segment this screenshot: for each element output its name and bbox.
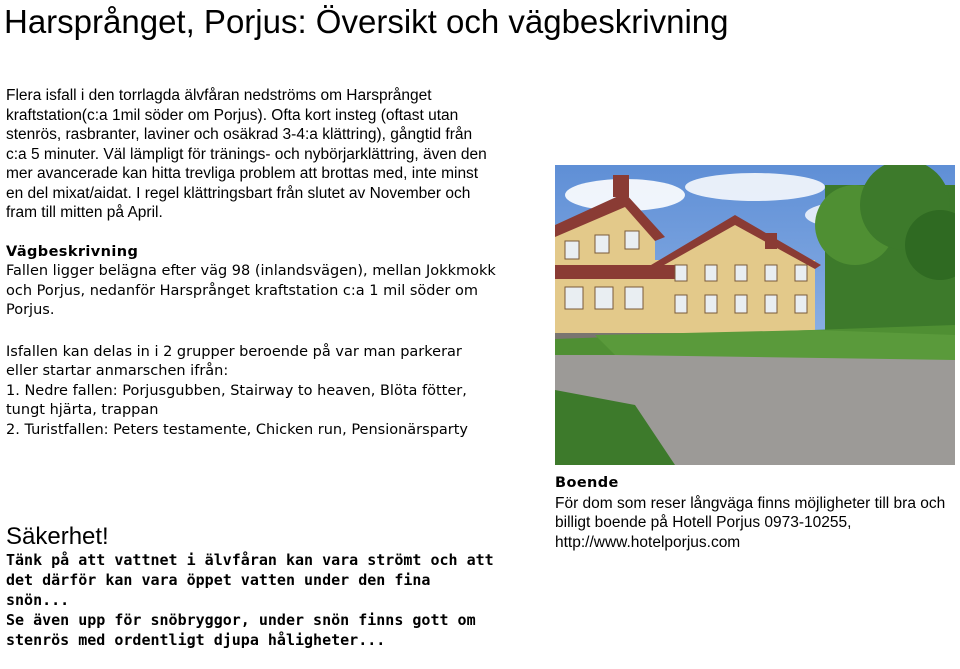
safety-heading: Säkerhet! xyxy=(6,523,109,550)
intro-paragraph: Flera isfall i den torrlagda älvfåran nedströms om Harsprånget kraftstation(c:a 1mil söder om Porjus). Ofta kort insteg (oftast utan stenrös, rasbranter, laviner och osäkrad 3-4:a klättring), gångtid från c:a 5 minuter. Väl lämpligt för tränings- och nybörjarklättring, även den mer avancerade kan hitta trevliga problem att brottas med, inte minst en del mixat/aidat. I regel klättringsbart från slutet av November och fram till mitten på April. xyxy=(6,87,487,221)
lodging-text: För dom som reser långväga finns möjligheter till bra och billigt boende på Hotell Porjus 0973-10255, http://www.hotelporjus.com xyxy=(555,494,946,551)
directions-heading: Vägbeskrivning xyxy=(6,243,139,260)
safety-text-2: Se även upp för snöbryggor, under snön finns gott om stenrös med ordentligt djupa håligheter... xyxy=(6,611,476,649)
group-item-1: 1. Nedre fallen: Porjusgubben, Stairway to heaven, Blöta fötter, tungt hjärta, trappan xyxy=(6,382,467,418)
group-item-2: 2. Turistfallen: Peters testamente, Chicken run, Pensionärsparty xyxy=(6,421,469,438)
page-title: Harsprånget, Porjus: Översikt och vägbeskrivning xyxy=(4,3,729,40)
lodging-heading: Boende xyxy=(555,475,619,491)
groups-intro: Isfallen kan delas in i 2 grupper beroende på var man parkerar eller startar anmarschen ifrån: xyxy=(6,343,462,379)
lodging-section xyxy=(555,474,955,552)
directions-text: Fallen ligger belägna efter väg 98 (inlandsvägen), mellan Jokkmokk och Porjus, nedanför Harsprånget kraftstation c:a 1 mil söder om Porjus. xyxy=(6,263,496,318)
safety-text-1: Tänk på att vattnet i älvfåran kan vara strömt och att det därför kan vara öppet vatten under den fina snön... xyxy=(6,551,494,609)
main-column xyxy=(6,86,496,650)
hotel-photo xyxy=(555,165,955,465)
